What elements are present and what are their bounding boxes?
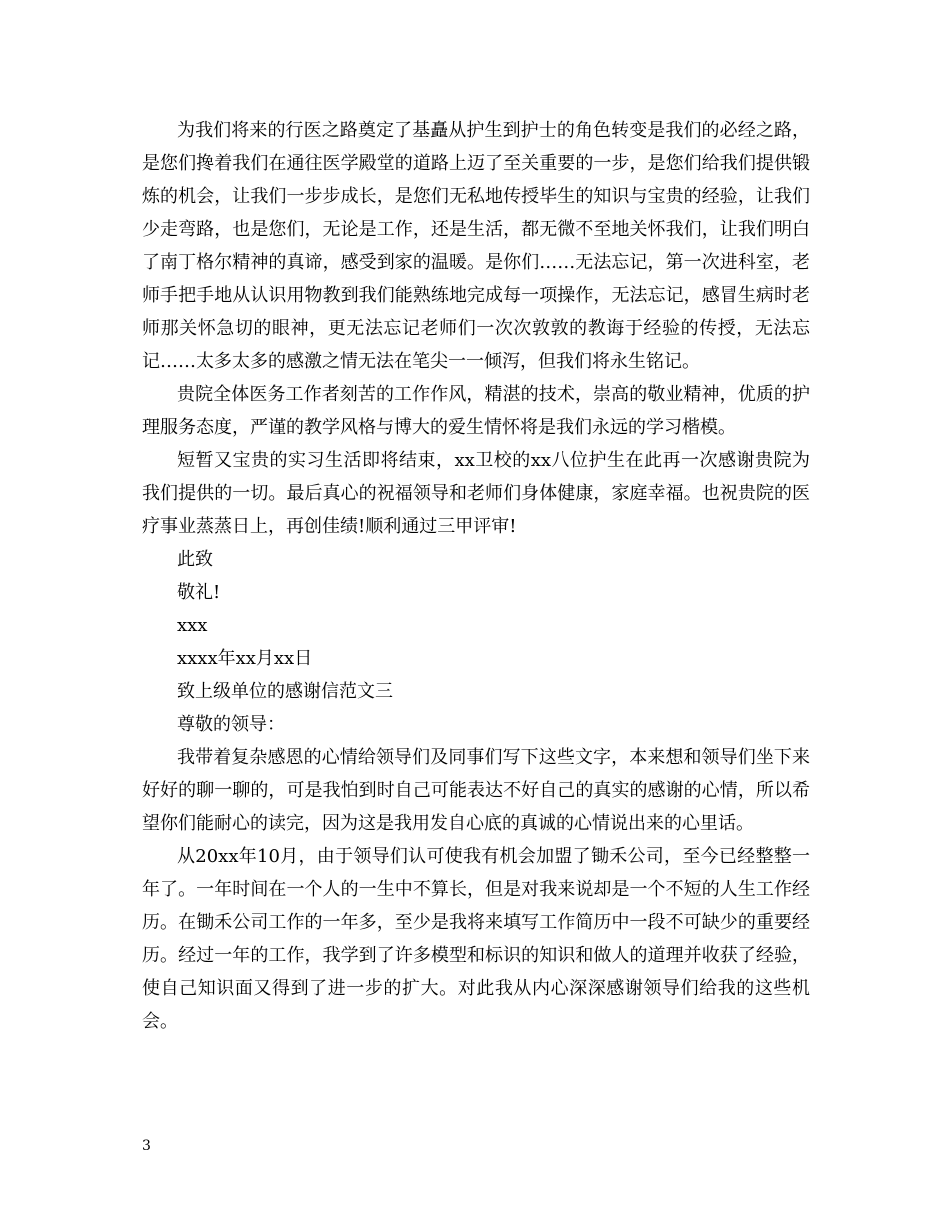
paragraph: 贵院全体医务工作者刻苦的工作作风，精湛的技术，崇高的敬业精神，优质的护理服务态度，严谨的教学风格与博大的爱生情怀将是我们永远的学习楷模。	[142, 384, 810, 438]
signature-date: xxxx年xx月xx日	[177, 648, 313, 669]
paragraph: 为我们将来的行医之路奠定了基矗从护生到护士的角色转变是我们的必经之路，是您们搀着我们在通往医学殿堂的道路上迈了至关重要的一步，是您们给我们提供锻炼的机会，让我们一步步成长，是您们无私地传授毕生的知识与宝贵的经验，让我们少走弯路，也是您们，无论是工作，还是生活，都无微不至地关怀我们，让我们明白了南丁格尔精神的真谛，感受到家的温暖。是你们……无法忘记，第一次进科室，老师手把手地从认识用物教到我们能熟练地完成每一项操作，无法忘记，感冒生病时老师那关怀急切的眼神，更无法忘记老师们一次次敦敦的教诲于经验的传授，无法忘记……太多太多的感激之情无法在笔尖一一倾泻，但我们将永生铭记。	[142, 120, 810, 372]
paragraph: 从20xx年10月，由于领导们认可使我有机会加盟了锄禾公司，至今已经整整一年了。一年时间在一个人的一生中不算长，但是对我来说却是一个不短的人生工作经历。在锄禾公司工作的一年多，至少是我将来填写工作简历中一段不可缺少的重要经历。经过一年的工作，我学到了许多模型和标识的知识和做人的道理并收获了经验，使自己知识面又得到了进一步的扩大。对此我从内心深深感谢领导们给我的这些机会。	[142, 846, 810, 1032]
page-number: 3	[142, 1138, 151, 1154]
section-title: 致上级单位的感谢信范文三	[177, 681, 393, 702]
paragraph: 短暂又宝贵的实习生活即将结束，xx卫校的xx八位护生在此再一次感谢贵院为我们提供的一切。最后真心的祝福领导和老师们身体健康，家庭幸福。也祝贵院的医疗事业蒸蒸日上，再创佳绩!顺利通过三甲评审!	[142, 450, 810, 537]
salutation: 尊敬的领导：	[177, 714, 285, 735]
closing-line: 敬礼!	[177, 582, 221, 603]
document-body	[142, 114, 810, 1038]
paragraph: 我带着复杂感恩的心情给领导们及同事们写下这些文字，本来想和领导们坐下来好好的聊一聊的，可是我怕到时自己可能表达不好自己的真实的感谢的心情，所以希望你们能耐心的读完，因为这是我用发自心底的真诚的心情说出来的心里话。	[142, 747, 810, 834]
signature-name: xxx	[177, 615, 208, 636]
closing-line: 此致	[177, 549, 213, 570]
